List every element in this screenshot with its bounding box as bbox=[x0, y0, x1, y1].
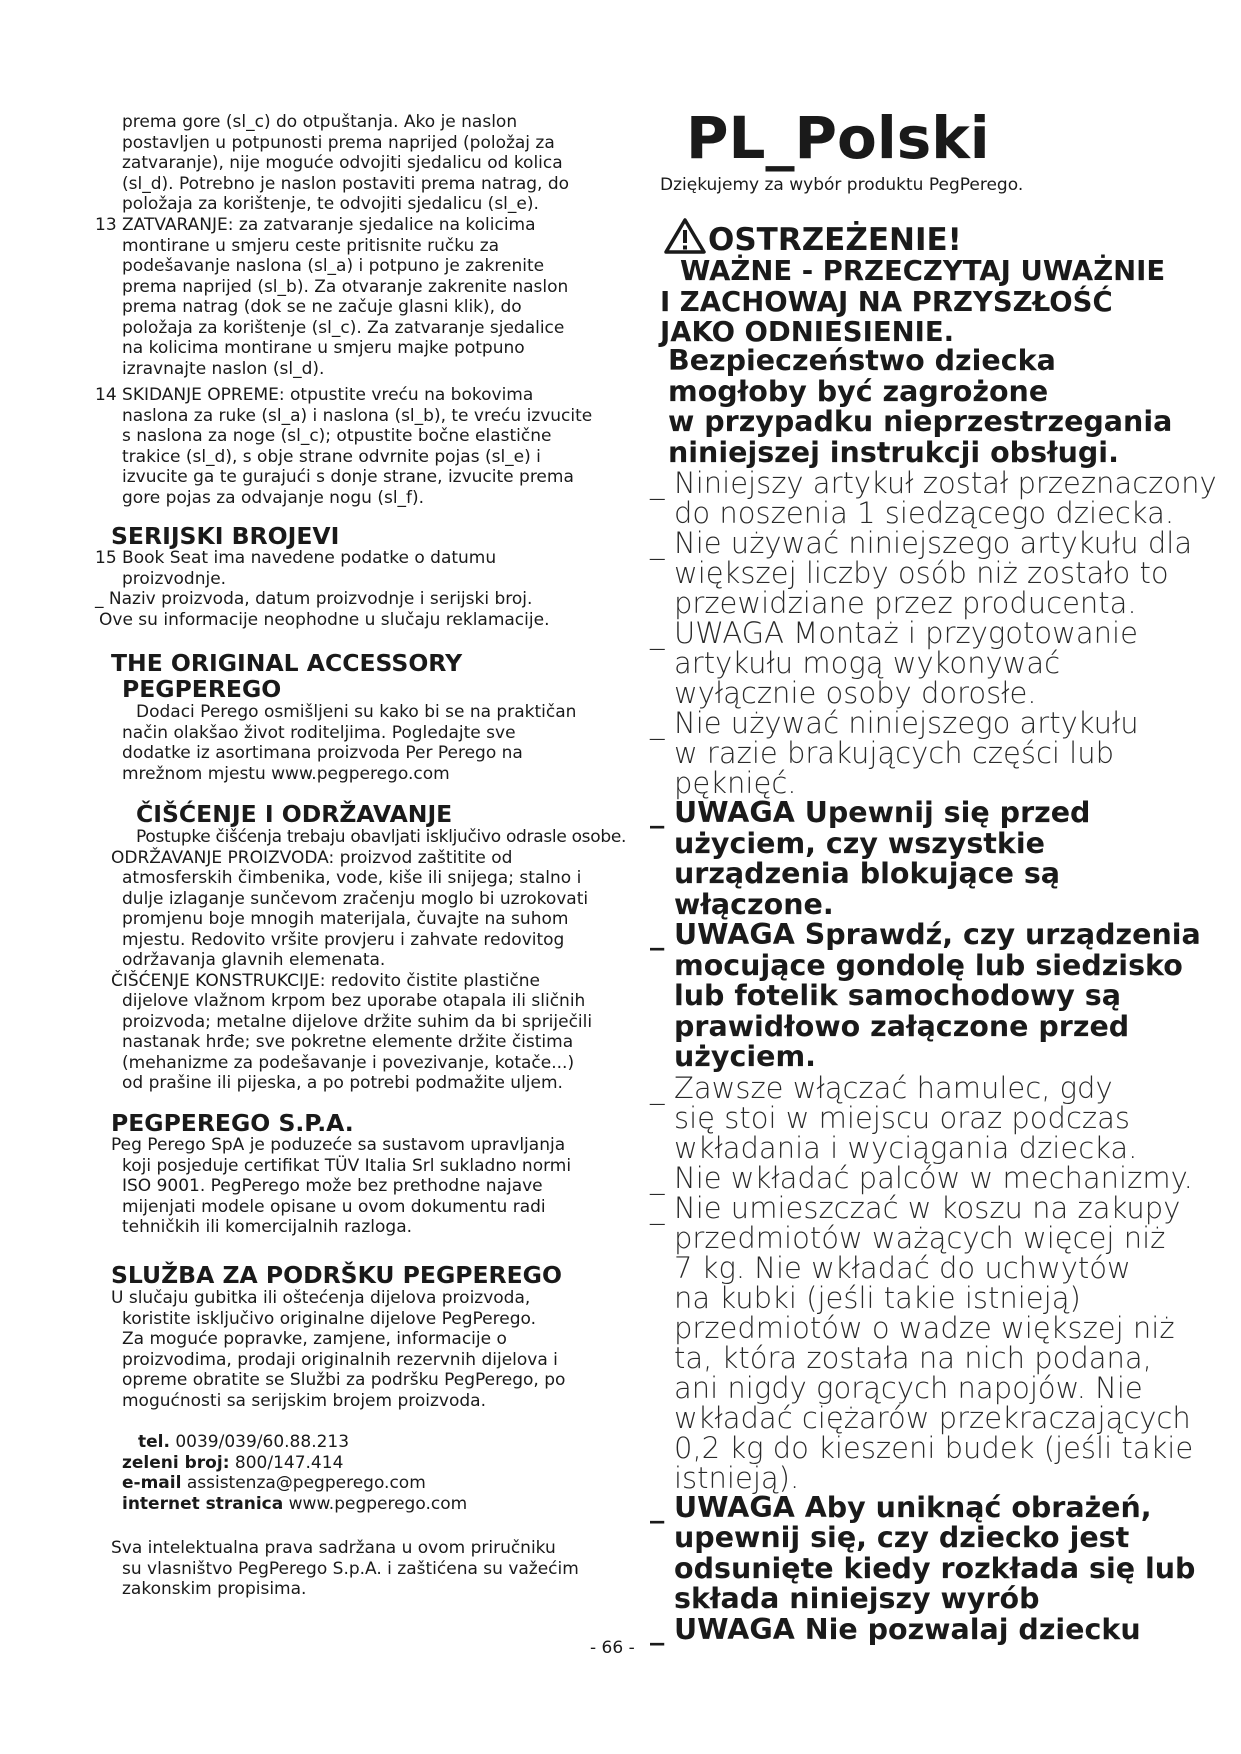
item-13 bbox=[95, 215, 568, 379]
dash-marker: _ bbox=[650, 918, 665, 951]
text-line: JAKO ODNIESIENIE. bbox=[660, 316, 955, 348]
service-paragraph bbox=[111, 1288, 565, 1411]
contact-value: 800/147.414 bbox=[229, 1452, 344, 1473]
text-line: wyłącznie osoby dorosłe. bbox=[674, 676, 1037, 710]
item-14 bbox=[95, 385, 592, 508]
contact-label: tel. bbox=[138, 1432, 170, 1452]
contact-label: e-mail bbox=[122, 1473, 182, 1493]
website-line bbox=[122, 1494, 467, 1515]
text-line: na kubki (jeśli takie istnieją) bbox=[674, 1280, 1081, 1315]
text-line: koji posjeduje certifikat TÜV Italia Srl sukladno normi bbox=[122, 1155, 572, 1176]
text-line: Sva intelektualna prava sadržana u ovom priručniku bbox=[111, 1538, 556, 1558]
text-line: su vlasništvo PegPerego S.p.A. i zaštićena su važećim bbox=[122, 1558, 579, 1579]
text-line: proizvodima, prodaji originalnih rezervnih dijelova i bbox=[122, 1349, 558, 1370]
intro-paragraph bbox=[122, 112, 569, 215]
text-line: U slučaju gubitka ili oštećenja dijelova proizvoda, bbox=[111, 1288, 531, 1308]
text-line: postavljen u potpunosti prema naprijed (položaj za bbox=[122, 132, 555, 153]
text-line: Nie używać niniejszego artykułu bbox=[674, 706, 1139, 740]
text-line: UWAGA Montaż i przygotowanie bbox=[674, 616, 1138, 650]
text-line: položaja za korištenje, te odvojiti sjedalicu (sl_e). bbox=[122, 194, 539, 214]
accessory-heading-2: PEGPEREGO bbox=[122, 675, 282, 703]
text-line: _ Naziv proizvoda, datum proizvodnje i serijski broj. bbox=[95, 589, 533, 609]
list-item bbox=[650, 798, 1217, 920]
text-line: dulje izlaganje sunčevom zračenju moglo bi uzrokovati bbox=[122, 888, 589, 909]
text-line: atmosferskih čimbenika, vode, kiše ili snijega; stalno i bbox=[122, 868, 582, 888]
important-notice bbox=[660, 256, 1165, 348]
dash-marker: _ bbox=[650, 1160, 665, 1195]
text-line: UWAGA Upewnij się przed bbox=[674, 796, 1091, 829]
text-line: dodatke iz asortimana proizvoda Per Perego na bbox=[122, 743, 523, 763]
dash-marker: _ bbox=[650, 616, 665, 650]
accessory-paragraph bbox=[122, 702, 576, 784]
warning-heading bbox=[664, 218, 962, 256]
contacts-block bbox=[122, 1432, 467, 1514]
text-line: przedmiotów ważących więcej niż bbox=[674, 1220, 1166, 1255]
text-line: mocujące gondolę lub siedzisko bbox=[674, 948, 1183, 982]
dash-marker: _ bbox=[650, 796, 665, 829]
text-line: użyciem, czy wszystkie bbox=[674, 826, 1045, 860]
text-line: proizvoda; metalne dijelove držite suhim da bi spriječili bbox=[122, 1011, 593, 1032]
list-item bbox=[650, 1160, 1217, 1195]
text-line: izvucite ga te gurajući s donje strane, izvucite prema bbox=[122, 467, 574, 487]
text-line: nastanak hrđe; sve pokretne elemente držite čistima bbox=[122, 1032, 574, 1052]
text-line: zatvaranje), nije moguće odvojiti sjedalicu od kolica bbox=[122, 153, 563, 173]
contact-value: assistenza@pegperego.com bbox=[181, 1473, 426, 1493]
company-heading: PEGPEREGO S.P.A. bbox=[111, 1109, 354, 1137]
text-line: Dodaci Perego osmišljeni su kako bi se na praktičan bbox=[136, 702, 577, 722]
text-line: prema natrag (dok se ne začuje glasni klik), do bbox=[122, 297, 522, 317]
safety-notice bbox=[668, 346, 1172, 468]
thanks-text: Dziękujemy za wybór produktu PegPerego. bbox=[660, 175, 1024, 195]
dash-marker: _ bbox=[650, 526, 665, 560]
text-line: użyciem. bbox=[674, 1040, 816, 1073]
page-title: PL_Polski bbox=[686, 104, 990, 172]
text-line: prawidłowo załączone przed bbox=[674, 1009, 1130, 1043]
text-line: (sl_d). Potrebno je naslon postaviti prema natrag, do bbox=[122, 173, 570, 194]
text-line: tehničkih ili komercijalnih razloga. bbox=[122, 1217, 413, 1237]
text-line: položaja za korištenje (sl_c). Za zatvaranje sjedalice bbox=[122, 317, 565, 338]
text-line: większej liczby osób niż zostało to bbox=[674, 556, 1169, 590]
dash-marker: _ bbox=[650, 466, 665, 500]
text-line: UWAGA Sprawdź, czy urządzenia bbox=[674, 918, 1201, 951]
text-line: odsunięte kiedy rozkłada się lub bbox=[674, 1551, 1196, 1585]
text-line: način olakšao život roditeljima. Pogledajte sve bbox=[122, 722, 516, 743]
text-line: do noszenia 1 siedzącego dziecka. bbox=[674, 496, 1175, 530]
text-line: upewnij się, czy dziecko jest bbox=[674, 1521, 1130, 1554]
cleaning-section bbox=[95, 827, 626, 1094]
text-line: zakonskim propisima. bbox=[122, 1579, 307, 1599]
list-item bbox=[650, 1612, 1217, 1646]
dash-marker: _ bbox=[650, 706, 665, 740]
text-line: mjestu. Redovito vršite provjeru i zahvate redovitog bbox=[122, 929, 565, 950]
text-line: przewidziane przez producenta. bbox=[674, 586, 1137, 620]
text-line: Nie używać niniejszego artykułu dla bbox=[674, 526, 1193, 560]
toll-free-line bbox=[122, 1453, 467, 1474]
dash-marker: _ bbox=[650, 1070, 665, 1105]
contact-value: www.pegperego.com bbox=[283, 1493, 468, 1514]
text-line: montirane u smjeru ceste pritisnite ručku za bbox=[122, 235, 500, 256]
text-line: Za moguće popravke, zamjene, informacije o bbox=[122, 1329, 507, 1349]
cleaning-heading: ČIŠĆENJE I ODRŽAVANJE bbox=[136, 800, 453, 828]
accessory-heading: THE ORIGINAL ACCESSORY bbox=[111, 649, 463, 677]
text-line: Ove su informacije neophodne u slučaju reklamacije. bbox=[99, 609, 550, 630]
list-item bbox=[650, 1070, 1217, 1165]
text-line: się stoi w miejscu oraz podczas bbox=[674, 1100, 1130, 1135]
text-line: na kolicima montirane u smjeru majke potpuno bbox=[122, 338, 525, 358]
text-line: UWAGA Aby uniknąć obrażeń, bbox=[674, 1490, 1152, 1524]
text-line: istnieją). bbox=[674, 1460, 800, 1495]
text-line: pęknięć. bbox=[674, 766, 797, 800]
service-heading: SLUŽBA ZA PODRŠKU PEGPEREGO bbox=[111, 1261, 562, 1289]
serial-section bbox=[95, 548, 549, 630]
warnings-list bbox=[650, 468, 1217, 1645]
text-line: w razie brakujących części lub bbox=[674, 736, 1115, 770]
dash-marker: _ bbox=[650, 1612, 665, 1646]
text-line: Nie wkładać palców w mechanizmy. bbox=[674, 1160, 1193, 1195]
text-line: proizvodnje. bbox=[122, 568, 227, 589]
text-line: 7 kg. Nie wkładać do uchwytów bbox=[674, 1250, 1131, 1285]
text-line: włączone. bbox=[674, 887, 834, 921]
text-line: opreme obratite se Službi za podršku PegPerego, po bbox=[122, 1370, 566, 1390]
text-line: urządzenia blokujące są bbox=[674, 857, 1061, 890]
phone-line bbox=[122, 1432, 467, 1453]
dash-marker: _ bbox=[650, 1490, 665, 1524]
text-line: ani nigdy gorących napojów. Nie bbox=[674, 1370, 1143, 1405]
list-item bbox=[650, 528, 1217, 618]
text-line: przedmiotów o wadze większej niż bbox=[674, 1310, 1175, 1345]
company-paragraph bbox=[111, 1135, 571, 1238]
list-item bbox=[650, 618, 1217, 708]
text-line: Postupke čišćenja trebaju obavljati isključivo odrasle osobe. bbox=[136, 827, 627, 847]
dash-marker: _ bbox=[650, 1190, 665, 1225]
rights-paragraph bbox=[111, 1538, 579, 1600]
text-line: od prašine ili pijeska, a po potrebi podmažite uljem. bbox=[122, 1073, 563, 1093]
warning-word: OSTRZEŻENIE! bbox=[708, 222, 962, 258]
text-line: Niniejszy artykuł został przeznaczony bbox=[674, 466, 1217, 500]
text-line: koristite isključivo originalne dijelove PegPerego. bbox=[122, 1308, 537, 1329]
text-line: održavanja glavnih elemenata. bbox=[122, 950, 386, 970]
text-line: ODRŽAVANJE PROIZVODA: proizvod zaštitite od bbox=[111, 847, 513, 868]
email-line bbox=[122, 1473, 467, 1494]
text-line: mogłoby być zagrożone bbox=[668, 374, 1049, 408]
text-line: podešavanje naslona (sl_a) i potpuno je zakrenite bbox=[122, 256, 545, 276]
text-line: WAŻNE - PRZECZYTAJ UWAŻNIE bbox=[680, 255, 1166, 287]
list-item bbox=[650, 1190, 1217, 1495]
page-number: - 66 - bbox=[590, 1638, 635, 1658]
text-line: mijenjati modele opisane u ovom dokumentu radi bbox=[122, 1196, 546, 1217]
serial-heading: SERIJSKI BROJEVI bbox=[111, 522, 340, 550]
text-line: 15 Book Seat ima navedene podatke o datumu bbox=[95, 548, 497, 568]
text-line: UWAGA Nie pozwalaj dziecku bbox=[674, 1612, 1141, 1646]
list-item bbox=[650, 1490, 1217, 1615]
text-line: s naslona za noge (sl_c); otpustite bočne elastične bbox=[122, 426, 552, 446]
text-line: Bezpieczeństwo dziecka bbox=[668, 344, 1056, 377]
text-line: 0,2 kg do kieszeni budek (jeśli takie bbox=[674, 1430, 1194, 1465]
text-line: mogućnosti sa serijskim brojem proizvoda. bbox=[122, 1390, 486, 1411]
contact-label: internet stranica bbox=[122, 1493, 284, 1514]
text-line: naslona za ruke (sl_a) i naslona (sl_b), te vreću izvucite bbox=[122, 405, 593, 426]
text-line: mrežnom mjestu www.pegperego.com bbox=[122, 763, 450, 784]
text-line: ČIŠĆENJE KONSTRUKCIJE: redovito čistite plastične bbox=[111, 970, 541, 991]
text-line: Nie umieszczać w koszu na zakupy bbox=[674, 1190, 1181, 1225]
text-line: składa niniejszy wyrób bbox=[674, 1582, 1040, 1615]
text-line: niniejszej instrukcji obsługi. bbox=[668, 435, 1119, 469]
text-line: 14 SKIDANJE OPREME: otpustite vreću na bokovima bbox=[95, 385, 534, 405]
text-line: lub fotelik samochodowy są bbox=[674, 979, 1121, 1012]
text-line: w przypadku nieprzestrzegania bbox=[668, 405, 1173, 438]
text-line: Peg Perego SpA je poduzeće sa sustavom upravljanja bbox=[111, 1135, 566, 1155]
text-line: promjenu boje mnogih materijala, čuvajte na suhom bbox=[122, 909, 569, 929]
text-line: I ZACHOWAJ NA PRZYSZŁOŚĆ bbox=[660, 285, 1113, 318]
text-line: dijelove vlažnom krpom bez uporabe otapala ili sličnih bbox=[122, 991, 586, 1011]
text-line: prema gore (sl_c) do otpuštanja. Ako je naslon bbox=[122, 112, 518, 132]
text-line: wkładania i wyciągania dziecka. bbox=[674, 1130, 1138, 1165]
contact-value: 0039/039/60.88.213 bbox=[169, 1432, 350, 1452]
text-line: ISO 9001. PegPerego može bez prethodne najave bbox=[122, 1176, 543, 1196]
text-line: 13 ZATVARANJE: za zatvaranje sjedalice na kolicima bbox=[95, 215, 536, 235]
text-line: artykułu mogą wykonywać bbox=[674, 646, 1061, 680]
list-item bbox=[650, 708, 1217, 798]
text-line: (mehanizme za podešavanje i povezivanje, kotače...) bbox=[122, 1052, 575, 1073]
list-item bbox=[650, 920, 1217, 1073]
text-line: prema naprijed (sl_b). Za otvaranje zakrenite naslon bbox=[122, 276, 569, 297]
warning-triangle-icon bbox=[664, 218, 706, 254]
text-line: trakice (sl_d), s obje strane odvrnite pojas (sl_e) i bbox=[122, 446, 541, 467]
contact-label: zeleni broj: bbox=[122, 1452, 230, 1473]
text-line: Zawsze włączać hamulec, gdy bbox=[674, 1070, 1113, 1105]
text-line: ta, która została na nich podana, bbox=[674, 1340, 1152, 1375]
list-item bbox=[650, 468, 1217, 528]
text-line: gore pojas za odvajanje nogu (sl_f). bbox=[122, 487, 425, 508]
text-line: wkładać ciężarów przekraczających bbox=[674, 1400, 1191, 1435]
text-line: izravnajte naslon (sl_d). bbox=[122, 358, 325, 379]
